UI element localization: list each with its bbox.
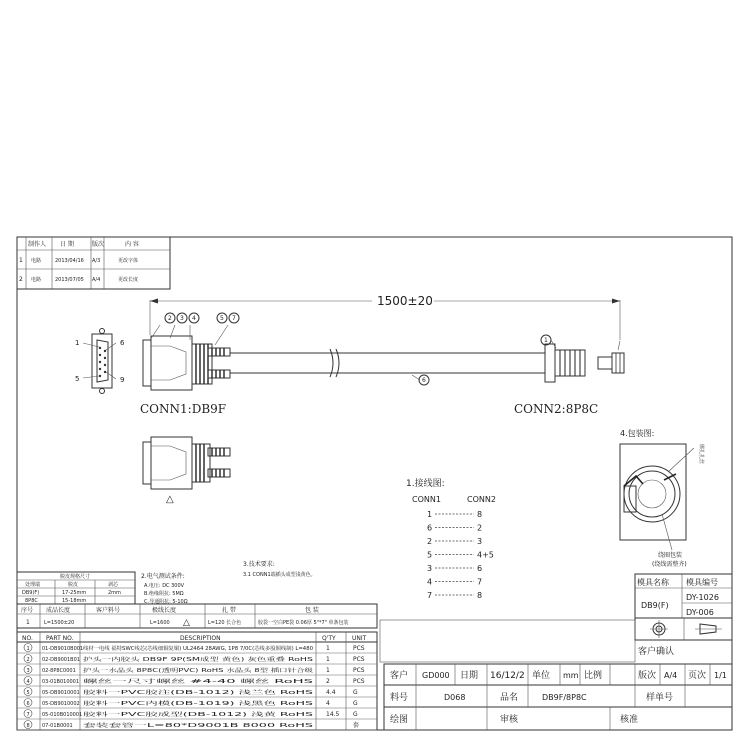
spec-warning: △	[183, 618, 190, 628]
bom-unit: PCS	[353, 667, 365, 674]
rev-row1-content: 更改字体	[118, 258, 139, 264]
strip-r2-c2: 15-18mm	[62, 598, 87, 604]
bom-no: 2	[26, 657, 30, 663]
tb-customer-label: 客户	[390, 671, 409, 681]
wiring-col1: CONN1	[412, 495, 441, 504]
bom-unit: G	[353, 689, 358, 696]
rev-row2-no: 2	[19, 276, 23, 283]
bom-desc: 护头一内胶头 DB9F 9P(SM成型 黄色) 灰色重叠 RoHS	[83, 657, 206, 663]
bom-desc: 线材一电线 福特SWC线芯(芯线细铜复铜) UL2464 28AWG, 1P8 7/0C(芯线多股铜线制) L=480	[83, 646, 299, 652]
packaging-label-top: 绑扎扎丝	[698, 444, 704, 465]
bom-unit: G	[353, 711, 358, 718]
strip-r2-c1: 8P8C	[25, 598, 38, 604]
bom-part: 05-DB9010002	[42, 701, 80, 707]
bom-desc: 套装套管一L=80*D9001B 8000 RoHS	[83, 723, 173, 729]
strip-r1-c2: 17-25mm	[62, 590, 87, 596]
tb-drawn-label: 绘图	[390, 715, 409, 725]
rj45-plug	[545, 341, 624, 382]
spec-c6: 胶袋一空白PE袋 0.06厚 5"*7" 单条包装	[258, 620, 349, 626]
bom-unit: PCS	[353, 678, 365, 685]
spec-c5: L=120 长合色	[208, 620, 242, 626]
conn2-label: CONN2:8P8C	[514, 402, 599, 416]
wiring-pin-a: 1	[427, 510, 433, 519]
title-block	[380, 620, 732, 730]
tb-sample-label: 样单号	[646, 693, 674, 703]
balloon-4: 4	[192, 315, 196, 322]
tb-unit-label: 单位	[532, 671, 551, 681]
warning-mark: △	[166, 494, 174, 505]
tb-part-label: 料号	[390, 693, 409, 703]
bom-unit: PCS	[353, 645, 365, 652]
wiring-pin-a: 6	[427, 523, 433, 533]
wiring-pin-a: 3	[427, 564, 433, 573]
packaging-diagram	[620, 428, 705, 568]
spec-table	[17, 604, 377, 628]
bom-no: 6	[26, 701, 30, 707]
bom-no: 8	[26, 723, 30, 729]
wiring-title: 1.接线图:	[406, 479, 445, 489]
strip-r1-c1: DB9(F)	[22, 590, 40, 596]
wiring-pin-a: 5	[427, 550, 433, 560]
bom-desc: 护头一水晶头 8P8C(透明PVC) RoHS 水晶头 8型 插口针合级	[83, 668, 220, 674]
bom-desc: 胶料一PVC胶成型(DB-1012) 浅黄 RoHS	[83, 712, 176, 718]
packaging-label-wrap: 绕圈包装	[658, 552, 683, 559]
balloon-1: 1	[544, 337, 548, 344]
tb-unit: mm	[563, 671, 579, 680]
tb-customer: GD000	[422, 671, 450, 680]
packaging-label-neat: (绕线需整齐)	[652, 561, 687, 568]
spec-c4: L=1600	[150, 620, 170, 626]
pin-label-9: 9	[120, 376, 125, 384]
rev-row1-no: 1	[19, 257, 23, 264]
pin-label-5: 5	[75, 375, 80, 383]
tb-approve-label: 核准	[620, 715, 639, 725]
spec-h6: 包 装	[305, 607, 319, 614]
revision-table	[17, 237, 170, 289]
bom-no: 7	[26, 712, 30, 718]
balloon-7: 7	[232, 315, 236, 322]
cable-body	[230, 349, 545, 380]
balloon-2: 2	[168, 315, 172, 322]
mold-no1: DY-1026	[686, 593, 719, 602]
bom-no: 5	[26, 690, 30, 696]
spec-h3: 客户料号	[96, 607, 121, 614]
db9-bottom-view	[143, 437, 230, 505]
wiring-pin-a: 2	[427, 537, 433, 546]
length-dimension-label: 1500±20	[377, 294, 433, 308]
wiring-pin-a: 4	[427, 577, 433, 587]
balloon-5: 5	[220, 315, 224, 322]
wiring-pin-b: 6	[477, 564, 483, 573]
bom-h5: UNIT	[352, 635, 367, 642]
wiring-pin-b: 3	[477, 537, 483, 546]
spec-h2: 成品长度	[46, 607, 71, 614]
db9-side-view	[143, 336, 230, 390]
rev-row2-author: 电路	[31, 277, 42, 283]
bom-qty: 1	[326, 656, 330, 663]
strip-spec-table	[17, 572, 135, 604]
bom-h1: NO.	[22, 635, 33, 642]
electrical-item-2: B.绝缘阻抗: 5MΩ	[144, 591, 184, 597]
balloon-6: 6	[422, 377, 426, 384]
spec-c1: 1	[26, 619, 30, 626]
callout-balloons	[150, 313, 556, 385]
rev-row2-date: 2013/07/05	[55, 277, 84, 283]
electrical-title: 2.电气测试条件:	[141, 573, 185, 580]
spec-h4: 极线长度	[152, 607, 177, 614]
db9-front-view	[75, 329, 125, 394]
bom-qty: 1	[326, 667, 330, 674]
wiring-pin-b: 8	[477, 510, 483, 519]
bom-desc: 胶料一PVC内模(DB-1019) 浅黑色 RoHS	[83, 701, 176, 707]
strip-h1: 处理端	[25, 582, 41, 588]
strip-title: 脱皮规格尺寸	[60, 574, 91, 580]
pin-label-1: 1	[75, 339, 80, 347]
spec-h1: 序号	[21, 607, 34, 614]
tech-line-1: 3.1 CONN1端插头成型浅黄色。	[243, 572, 316, 578]
tb-page: 1/1	[714, 671, 727, 680]
strip-h3: 剥芯	[108, 582, 119, 588]
bom-part: 01-DB9010B001	[42, 646, 84, 652]
electrical-item-3: C.导通阻抗: 5-10Ω	[144, 599, 188, 605]
tb-page-label: 页次	[688, 671, 707, 681]
bom-unit: G	[353, 700, 358, 707]
wiring-diagram	[406, 477, 496, 600]
balloon-3: 3	[180, 315, 184, 322]
bom-part: 05-010B010001	[42, 712, 83, 718]
wiring-pin-b: 2	[477, 523, 483, 533]
bom-no: 3	[26, 668, 30, 674]
strip-h2: 脱皮	[68, 582, 79, 588]
bom-part: 07-01B0001	[42, 723, 73, 729]
bom-part: 02-DB9001B01	[42, 657, 80, 663]
mold-name: DB9(F)	[641, 601, 669, 610]
bom-no: 1	[26, 646, 30, 652]
mold-h2: 模具编号	[686, 578, 718, 587]
wiring-pin-a: 7	[427, 591, 433, 600]
bom-qty: 1	[326, 645, 330, 652]
rev-header-content: 内 容	[125, 241, 139, 248]
spec-h5: 扎 带	[222, 607, 236, 614]
bom-part: 03-01B010001	[42, 679, 80, 685]
tb-check-label: 审核	[500, 715, 519, 725]
tech-title: 3.技术要求:	[243, 561, 275, 568]
bom-h3: DESCRIPTION	[180, 635, 221, 642]
bom-qty: 4	[326, 700, 330, 707]
bom-table	[17, 632, 377, 730]
bom-h4: Q'TY	[322, 635, 336, 642]
mold-h1: 模具名称	[637, 578, 669, 587]
bom-unit: 套	[353, 722, 360, 729]
wiring-pin-b: 8	[477, 591, 483, 600]
bom-qty: 4.4	[326, 689, 336, 696]
rev-row2-ver: A/4	[92, 277, 101, 283]
mold-table	[635, 574, 732, 618]
tb-scale-label: 比例	[584, 671, 603, 681]
bom-no: 4	[26, 679, 30, 685]
electrical-item-1: A.电压: DC 300V	[144, 583, 185, 589]
tb-date-label: 日期	[460, 671, 479, 681]
projection-symbols	[635, 618, 732, 640]
pin-label-6: 6	[120, 339, 125, 347]
bom-desc: 胶料一PVC胶注(DB-1012) 浅兰色 RoHS	[83, 690, 176, 696]
wiring-pin-b: 7	[477, 577, 483, 587]
wiring-pin-b: 4+5	[477, 550, 494, 560]
customer-confirm: 客户确认	[638, 647, 675, 657]
mold-no2: DY-006	[686, 608, 714, 617]
rev-row1-author: 电路	[31, 258, 42, 264]
bom-qty: 14.5	[326, 711, 340, 718]
bom-h2: PART NO.	[46, 635, 74, 642]
bom-qty: 2	[326, 678, 330, 685]
tb-date: 16/12/2	[490, 671, 525, 681]
rev-header-author: 制作人	[28, 241, 47, 248]
bom-unit: PCS	[353, 656, 365, 663]
tb-part: D068	[444, 693, 466, 702]
packaging-title: 4.包装图:	[620, 429, 655, 438]
tb-rev-label: 版次	[638, 671, 657, 681]
rev-row1-date: 2013/04/16	[55, 258, 84, 264]
tb-rev: A/4	[664, 671, 678, 680]
rev-header-date: 日 期	[60, 241, 74, 248]
spec-c2: L=1500±20	[44, 620, 75, 626]
tb-name-label: 品名	[500, 693, 519, 703]
bom-part: 05-DB9010001	[42, 690, 80, 696]
bom-desc: 螺丝一尺寸螺丝 #4-40 螺丝 RoHS	[83, 679, 162, 685]
rev-header-ver: 版次	[92, 241, 105, 248]
tb-name: DB9F/8P8C	[542, 693, 587, 702]
strip-r1-c3: 2mm	[108, 590, 121, 596]
rev-row1-ver: A/3	[92, 258, 101, 264]
conn1-label: CONN1:DB9F	[140, 402, 227, 416]
wiring-col2: CONN2	[467, 495, 496, 504]
rev-row2-content: 更改长度	[118, 277, 139, 283]
bom-part: 02-8P8C0001	[42, 668, 76, 674]
